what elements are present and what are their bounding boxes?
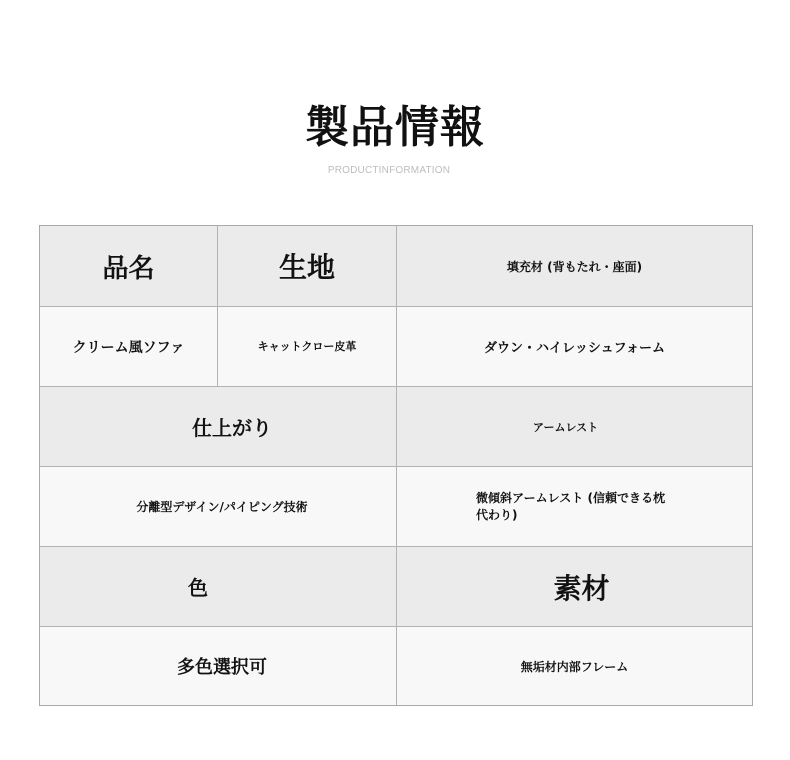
table-row [40,387,752,466]
spec-table [39,225,753,706]
fabric-label: 生地 [218,226,397,306]
page-subtitle: PRODUCTINFORMATION [327,165,451,176]
fabric-value: キャットクロー皮革 [218,307,397,386]
color-label: 色 [40,547,397,626]
table-row [40,627,752,705]
product-name-value: クリーム風ソファ [40,307,218,386]
table-row [40,467,752,546]
table-row [40,547,752,626]
table-row [40,226,752,306]
material-value: 無垢材内部フレーム [520,659,629,674]
filling-label: 填充材 (背もたれ・座面) [506,259,643,274]
product-name-label: 品名 [40,226,218,306]
color-value: 多色選択可 [40,627,397,705]
finish-value: 分離型デザイン/パイピング技術 [40,467,397,546]
filling-value: ダウン・ハイレッシュフォーム [484,341,665,356]
material-label: 素材 [553,571,610,605]
armrest-label: アームレスト [532,420,599,434]
page-title: 製品情報 [305,102,485,153]
armrest-value: 微傾斜アームレスト (信頼できる枕代わり) [476,490,665,522]
finish-label: 仕上がり [40,387,397,466]
table-row [40,307,752,386]
